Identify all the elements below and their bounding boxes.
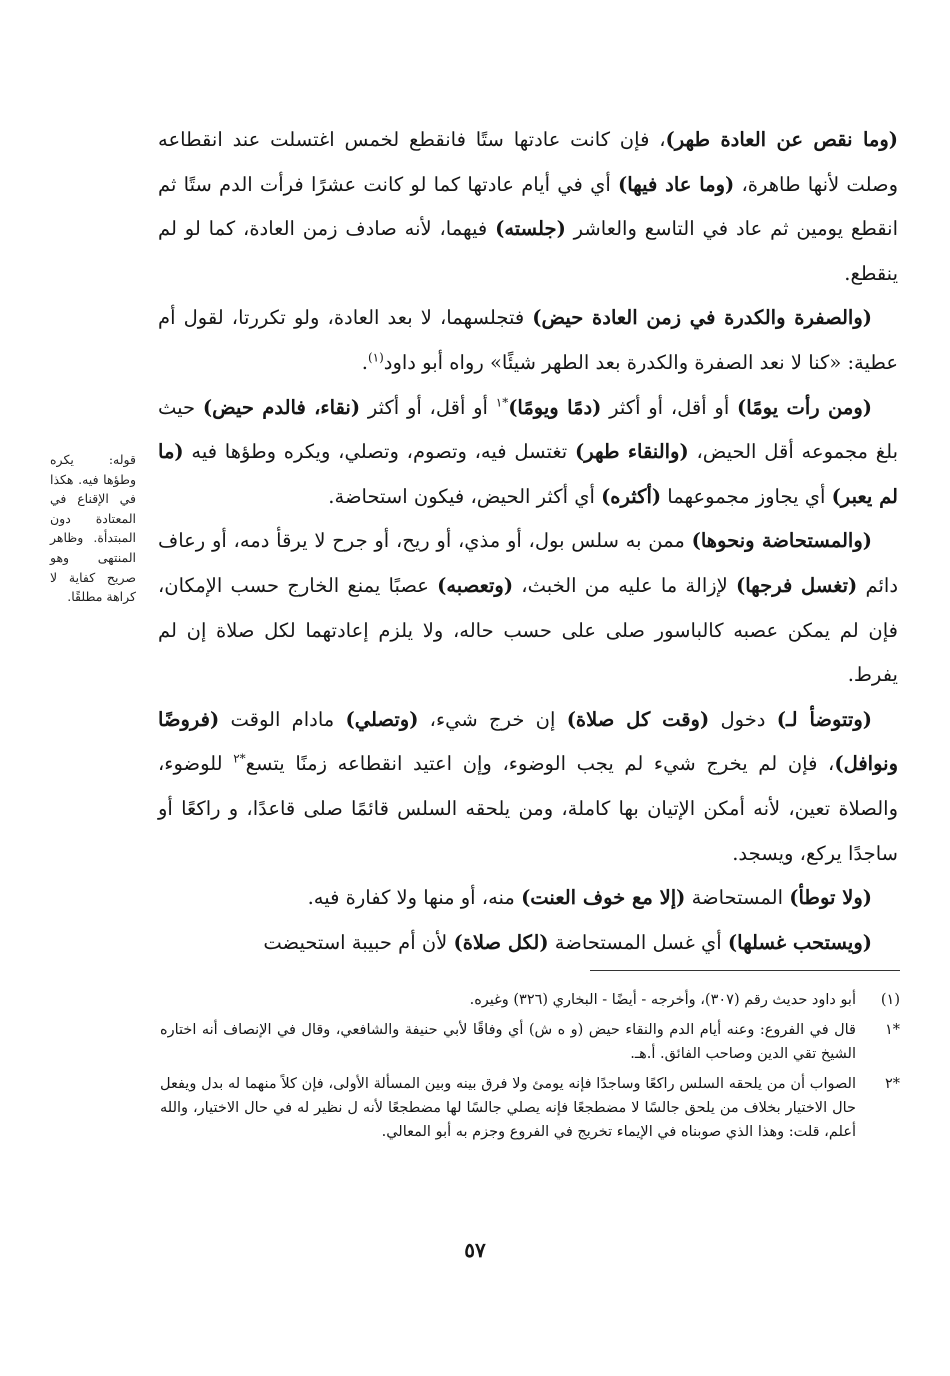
bold-term: (والمستحاضة ونحوها): [691, 529, 872, 553]
footnote-marker: *١: [884, 1022, 900, 1038]
paragraph-5: [158, 698, 898, 876]
footnote-ref: *٢: [233, 751, 246, 766]
bold-term: (إلا مع خوف العنت): [521, 886, 686, 910]
bold-term: (ومن رأت يومًا): [737, 395, 872, 419]
bold-term: (ويستحب غسلها): [727, 930, 872, 954]
text-run: حيث بلغ مجموعه أقل الحيض،: [158, 395, 898, 464]
text-run: عصبًا يمنع الخارج حسب الإمكان، فإن لم يمكن عصبه كالباسور صلى على حسب حاله، ولا يلزم إعادتهما لكل صلاة إن لم يفرط.: [158, 573, 898, 687]
text-run: أي في أيام عادتها كما لو كانت عشرًا فرأت الدم ستًا ثم انقطع يومين ثم عاد في التاسع والعاشر: [158, 172, 898, 241]
bold-term: (وتعصبه): [437, 573, 514, 597]
footnote-text: أبو داود حديث رقم (٣٠٧)، وأخرجه - أيضًا - البخاري (٣٢٦) وغيره.: [469, 992, 856, 1008]
footnote-3: [160, 1072, 900, 1144]
bold-term: (دمًا ويومًا): [508, 395, 602, 419]
paragraph-6: [158, 876, 898, 921]
bold-term: (نقاء، فالدم حيض): [202, 395, 361, 419]
text-run: أي يجاوز مجموعهما: [661, 484, 832, 508]
footnote-separator: [590, 970, 900, 971]
text-run: أو أقل، أو أكثر: [601, 395, 738, 419]
text-run: منه، أو منها ولا كفارة فيه.: [307, 886, 522, 910]
bold-term: (تغسل فرجها): [735, 573, 858, 597]
bold-term: (وما نقص عن العادة طهر): [665, 128, 899, 151]
bold-term: (فروضًا ونوافل): [158, 707, 898, 776]
bold-term: (وتتوضأ لـ): [776, 707, 872, 731]
bold-term: (والنقاء طهر): [574, 440, 689, 464]
paragraph-2: [158, 296, 898, 385]
text-run: أي أكثر الحيض، فيكون استحاضة.: [328, 484, 602, 508]
footnote-marker: (١): [880, 992, 900, 1008]
text-run: فيهما، لأنه صادف زمن العادة، كما لو لم ينقطع.: [158, 217, 898, 285]
paragraph-7: [158, 921, 898, 966]
text-run: إن خرج شيء،: [418, 707, 567, 731]
text-run: دخول: [709, 707, 777, 731]
paragraph-1: [158, 118, 898, 296]
text-run: أو أقل، أو أكثر: [360, 395, 496, 419]
text-run: ، فإن لم يخرج شيء لم يجب الوضوء، وإن اعتيد انقطاعه زمنًا يتسع: [245, 752, 835, 776]
footnote-1: [160, 988, 900, 1012]
text-run: المستحاضة: [685, 886, 790, 910]
text-run: .: [361, 350, 368, 374]
text-run: فتجلسهما، لا بعد العادة، ولو تكررتا، لقول أم عطية: «كنا لا نعد الصفرة والكدرة بعد الطهر شيئًا» رواه أبو داود: [158, 306, 898, 374]
footnote-ref: *١: [495, 395, 509, 410]
margin-note: قوله: يكره وطؤها فيه. هكذا في الإقناع في المعتادة دون المبتدأة. وظاهر المنتهى وهو صريح كفاية لا كراهة مطلقًا.: [50, 452, 136, 605]
text-run: ، فإن كانت عادتها ستًا فانقطع لخمس اغتسلت عند انقطاعه وصلت لأنها طاهرة،: [158, 128, 898, 196]
text-run: أي غسل المستحاضة: [548, 930, 728, 954]
text-run: مادام الوقت: [219, 707, 346, 731]
bold-term: (أكثره): [601, 484, 662, 508]
paragraph-4: [158, 519, 898, 697]
bold-term: (لكل صلاة): [453, 930, 549, 954]
footnote-text: قال في الفروع: وعنه أيام الدم والنقاء حيض (و ه ش) أي وفاقًا لأبي حنيفة والشافعي، وقال في الإنصاف أنه اختاره الشيخ تقي الدين وصاحب الفائق. أ.هـ.: [160, 1022, 856, 1062]
bold-term: (ما لم يعبر): [158, 440, 898, 508]
bold-term: (والصفرة والكدرة في زمن العادة حيض): [532, 306, 872, 330]
footnote-ref: (١): [367, 350, 384, 365]
bold-term: (وما عاد فيها): [617, 172, 735, 196]
main-text: [158, 118, 898, 965]
footnote-marker: *٢: [884, 1076, 900, 1092]
paragraph-3: [158, 386, 898, 520]
bold-term: (وتصلي): [345, 707, 419, 731]
text-run: للوضوء، والصلاة تعين، لأنه أمكن الإتيان بها كاملة، ومن يلحقه السلس قائمًا صلى قاعدًا، و راكعًا أو ساجدًا يركع، ويسجد.: [158, 752, 898, 865]
text-run: ممن به سلس بول، أو مذي، أو ريح، أو جرح لا يرقأ دمه، أو رعاف دائم: [158, 529, 898, 597]
footnote-text: الصواب أن من يلحقه السلس راكعًا وساجدًا فإنه يومئ ولا فرق بينه وبين المسألة الأولى، فإن كلاً منهما له بدل ويفعل حال الاختيار بخلاف من يلحق جالسًا لا مضطجعًا فإنه يصلي جالسًا لها مضطجعًا لأنه ل نظير له في حال الاختيار، والله أعلم، قلت: وهذا الذي صوبناه في الإيماء تخريج في الفروع وجزم به أبو المعالي.: [160, 1076, 856, 1140]
page-number: ٥٧: [464, 1238, 486, 1262]
footnote-2: [160, 1018, 900, 1066]
text-run: تغتسل فيه، وتصوم، وتصلي، ويكره وطؤها فيه: [183, 440, 575, 464]
bold-term: (ولا توطأ): [789, 886, 872, 910]
bold-term: (وقت كل صلاة): [566, 707, 710, 731]
text-run: لأن أم حبيبة استحيضت: [263, 930, 454, 954]
footnotes: [160, 988, 900, 1150]
bold-term: (جلسته): [495, 217, 566, 241]
text-run: لإزالة ما عليه من الخبث،: [513, 573, 736, 597]
